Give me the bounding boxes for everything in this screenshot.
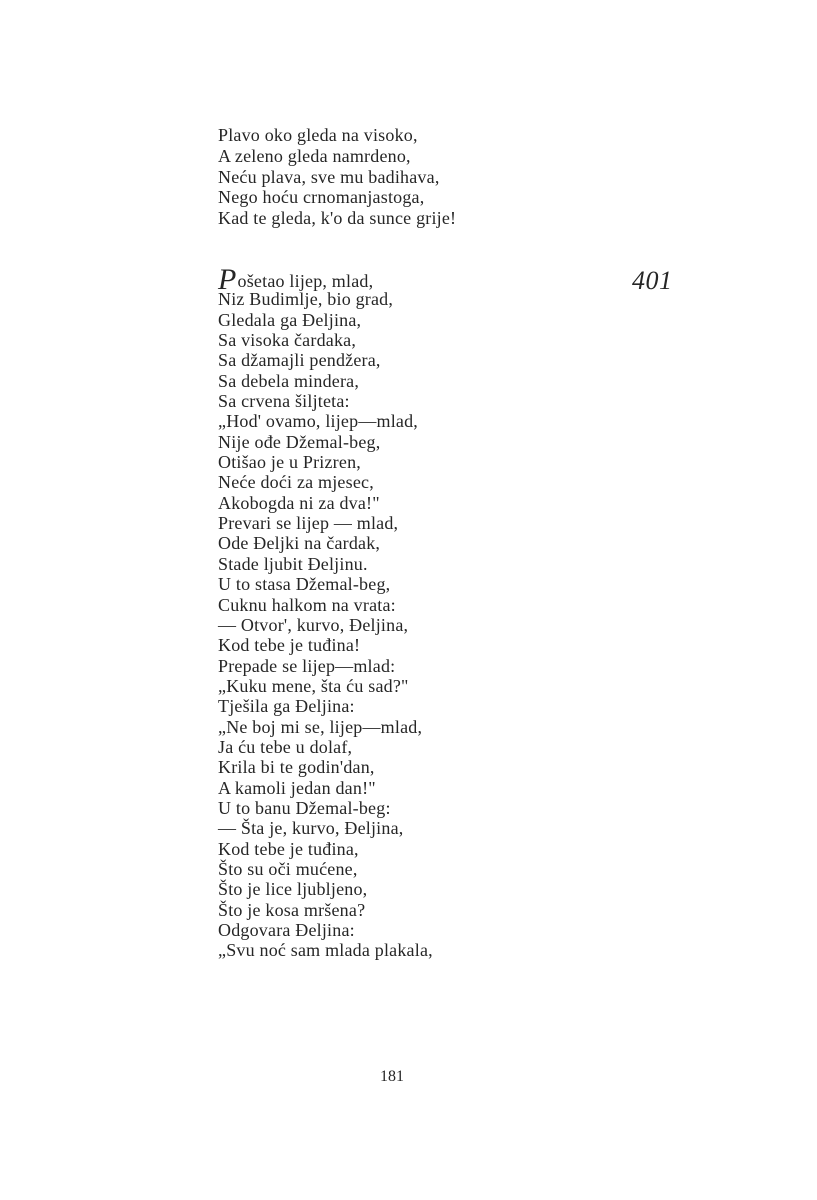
verse-line: Što je kosa mršena? [218, 899, 366, 920]
verse-line: Sa crvena šiljteta: [218, 391, 350, 412]
verse-line: Akobogda ni za dva!" [218, 492, 380, 513]
verse-line: Što su oči mućene, [218, 858, 358, 879]
verse-line: Sa debela mindera, [218, 370, 360, 391]
verse-line: Neće doći za mjesec, [218, 472, 374, 493]
verse-line: — Šta je, kurvo, Đeljina, [218, 818, 404, 839]
verse-line: Kod tebe je tuđina! [218, 635, 361, 656]
verse-line: U to banu Džemal-beg: [218, 797, 391, 818]
verse-line: Ja ću tebe u dolaf, [218, 736, 353, 757]
verse-line: Tješila ga Đeljina: [218, 696, 355, 717]
page-number: 181 [380, 1068, 404, 1085]
verse-line: Cuknu halkom na vrata: [218, 594, 396, 615]
verse-line: Niz Budimlje, bio grad, [218, 289, 394, 310]
verse-line: Odgovara Đeljina: [218, 920, 355, 940]
verse-line: Prevari se lijep — mlad, [218, 513, 399, 534]
verse-line: „Kuku mene, šta ću sad?" [218, 675, 409, 696]
verse-line: Otišao je u Prizren, [218, 452, 361, 473]
verse-line: Kad te gleda, k'o da sunce grije! [218, 208, 457, 229]
verse-line: A kamoli jedan dan!" [218, 777, 376, 798]
verse-line: Nije ođe Džemal-beg, [218, 431, 381, 452]
verse-line-first [218, 263, 433, 296]
poem-stanza-ending [218, 125, 456, 229]
verse-line: Neću plava, sve mu badihava, [218, 166, 440, 187]
first-line-text: ošetao lijep, mlad, [237, 271, 374, 291]
verse-line: — Otvor', kurvo, Đeljina, [218, 614, 409, 635]
verse-line: „Svu noć sam mlada plakala, [218, 940, 433, 961]
verse-line: „Ne boj mi se, lijep—mlad, [218, 716, 423, 737]
drop-cap-letter: P [218, 263, 237, 296]
verse-line: U to stasa Džemal-beg, [218, 574, 391, 595]
verse-line: „Hod' ovamo, lijep—mlad, [218, 411, 419, 432]
verse-line: Sa džamajli pendžera, [218, 350, 381, 371]
verse-line: Krila bi te godin'dan, [218, 757, 375, 778]
poem-number: 401 [632, 266, 673, 295]
verse-line: Kod tebe je tuđina, [218, 838, 359, 859]
verse-line: Prepade se lijep—mlad: [218, 655, 396, 676]
verse-line: Sa visoka čardaka, [218, 330, 357, 351]
verse-line: Gledala ga Đeljina, [218, 309, 362, 330]
verse-line: A zeleno gleda namrdeno, [218, 145, 411, 166]
poem-401-verses [218, 263, 433, 961]
verse-line: Ode Đeljki na čardak, [218, 533, 381, 554]
verse-line: Plavo oko gleda na visoko, [218, 125, 418, 145]
verse-line: Što je lice ljubljeno, [218, 879, 368, 900]
verse-line: Stade ljubit Đeljinu. [218, 553, 368, 574]
verse-line: Nego hoću crnomanjastoga, [218, 187, 425, 208]
